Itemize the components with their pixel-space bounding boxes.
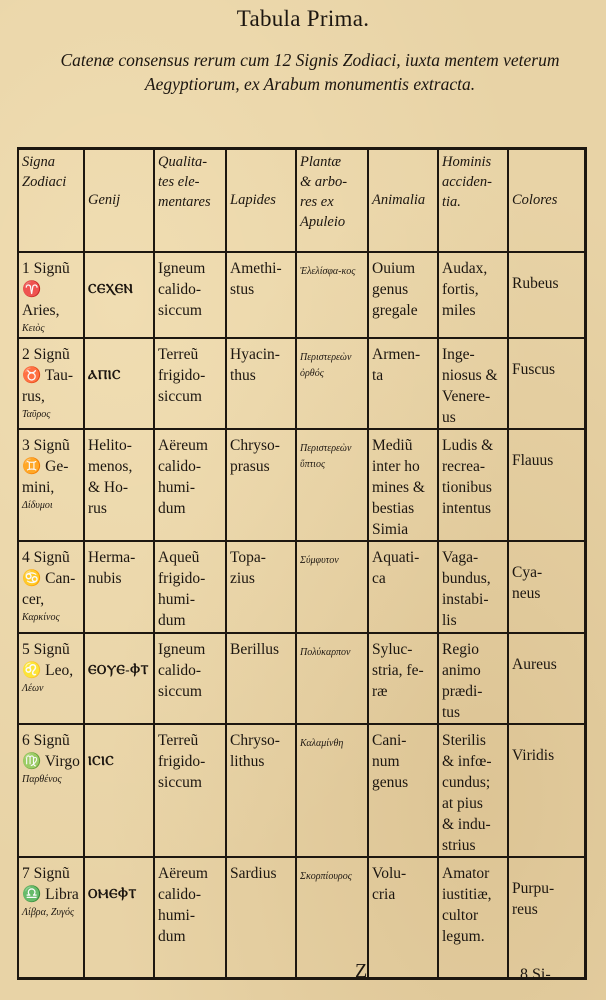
cell-line: prasus [230,457,270,475]
header-row [18,149,585,252]
table-row [18,429,585,541]
cell-line: Animalia [372,192,426,208]
cell-line: thus [230,366,256,384]
cell-line: Aëreum [158,864,208,882]
cell-animal [368,857,438,979]
cell-line: calido- [158,661,202,679]
cell-genius [84,857,154,979]
cell-line: Flauus [512,451,554,469]
table-row [18,541,585,633]
genius-glyph: ⲀⲠⲒⲤ [88,366,121,382]
cell-line: 7 Signũ [22,864,70,882]
cell-line: at pius [442,794,483,812]
cell-line: tionibus [442,478,492,496]
cell-line: bundus, [442,569,491,587]
cell-line: humi- [158,590,196,608]
cell-line: calido- [158,885,202,903]
cell-line: 3 Signũ [22,436,70,454]
cell-line: gregale [372,301,418,319]
cell-line: ♈ Aries, [22,280,60,319]
cell-color [508,857,585,979]
cell-line: Cya- [512,563,543,581]
plant-name: Πολύκαρπον [300,646,351,658]
cell-line: ta [372,366,384,384]
cell-line: Hyacin- [230,345,280,363]
cell-line: Zodiaci [22,174,67,190]
cell-qualitas [154,252,226,338]
genius-glyph: ⲒⲤⲒⲤ [88,752,115,768]
cell-line: rus, [22,387,45,405]
cell-qualitas [154,541,226,633]
cell-line: res ex [300,194,334,210]
table-row [18,857,585,979]
cell-accidentia [438,338,508,429]
cell-line: mentares [158,194,211,210]
plant-name: Ἐλελίσφα-κος [300,265,356,277]
cell-line: tus [442,703,461,721]
cell-line: neus [512,584,541,602]
cell-line: 6 Signũ [22,731,70,749]
cell-line: prædi- [442,682,483,700]
cell-line: niosus & [442,366,498,384]
cell-line: ♍ Virgo [22,752,80,770]
cell-animal [368,252,438,338]
cell-line: Qualita- [158,154,208,170]
cell-line: Simia [372,520,409,538]
cell-accidentia [438,857,508,979]
greek-name: Παρθένος [22,773,62,785]
cell-line: cultor [442,906,479,924]
cell-line: frigido- [158,569,206,587]
header-lapides [226,149,296,252]
header-signa [18,149,84,252]
cell-animal [368,724,438,857]
cell-genius [84,252,154,338]
cell-planta [296,724,368,857]
cell-line: Hominis [442,154,492,170]
cell-color [508,724,585,857]
cell-line: tes ele- [158,174,200,190]
cell-line: siccum [158,773,202,791]
header-plantae [296,149,368,252]
cell-line: Apuleio [300,214,346,230]
cell-animal [368,338,438,429]
cell-line: Ouium [372,259,416,277]
cell-line: lithus [230,752,265,770]
cell-signum [18,429,84,541]
cell-line: Topa- [230,548,266,566]
cell-line: & indu- [442,815,491,833]
table-row [18,724,585,857]
cell-line: Sardius [230,864,277,882]
cell-line: Colores [512,192,558,208]
cell-line: strius [442,836,476,854]
cell-line: legum. [442,927,485,945]
cell-color [508,429,585,541]
cell-accidentia [438,252,508,338]
genius-glyph: ⲤⲈⲬⲈⲚ [88,280,134,296]
cell-line: Rubeus [512,274,559,292]
greek-name: Καρκίνος [22,611,60,623]
cell-line: 2 Signũ [22,345,70,363]
cell-line: menos, [88,457,133,475]
cell-line: ♉ Tau- [22,366,74,384]
signature-mark: Z [355,960,368,982]
cell-line: 1 Signũ [22,259,70,277]
cell-signum [18,633,84,724]
cell-color [508,633,585,724]
header-hominis [438,149,508,252]
cell-line: Armen- [372,345,421,363]
cell-line: cria [372,885,396,903]
cell-line: fortis, [442,280,479,298]
cell-animal [368,429,438,541]
cell-line: Helito- [88,436,132,454]
cell-line: cundus; [442,773,491,791]
cell-line: Ludis & [442,436,494,454]
page-subtitle: Catenæ consensus rerum cum 12 Signis Zodiaci, iuxta mentem veterum Aegyptiorum, ex Arabum monumentis extracta. [60,50,560,94]
cell-line: dum [158,611,186,629]
cell-line: siccum [158,301,202,319]
cell-accidentia [438,633,508,724]
cell-line: recrea- [442,457,486,475]
cell-accidentia [438,724,508,857]
table-row [18,338,585,429]
cell-line: Plantæ [300,154,342,170]
cell-accidentia [438,541,508,633]
header-colores [508,149,585,252]
cell-animal [368,541,438,633]
plant-name: Σκορπίουρος [300,870,352,882]
cell-line: Purpu- [512,879,555,897]
cell-line: 4 Signũ [22,548,70,566]
cell-color [508,541,585,633]
cell-signum [18,338,84,429]
cell-line: Lapides [230,192,276,208]
cell-genius [84,633,154,724]
header-qualitates [154,149,226,252]
cell-planta [296,633,368,724]
cell-line: Audax, [442,259,488,277]
cell-qualitas [154,429,226,541]
cell-line: & infœ- [442,752,492,770]
plant-name: Καλαμίνθη [300,737,344,749]
cell-qualitas [154,857,226,979]
cell-line: Igneum [158,259,206,277]
cell-line: ræ [372,682,388,700]
cell-line: cer, [22,590,45,608]
cell-qualitas [154,724,226,857]
cell-line: 5 Signũ [22,640,70,658]
catchword: 8 Si- [520,966,551,983]
cell-line: Signa [22,154,56,170]
cell-planta [296,338,368,429]
cell-line: Amethi- [230,259,282,277]
cell-signum [18,724,84,857]
cell-line: Venere- [442,387,491,405]
cell-line: ♋ Can- [22,569,76,587]
cell-line: Chryso- [230,436,280,454]
plant-name: Περιστερεὼν ὕπτιος [300,442,352,470]
cell-line: instabi- [442,590,489,608]
cell-line: siccum [158,387,202,405]
cell-line: inter ho [372,457,420,475]
cell-planta [296,541,368,633]
plant-name: Σύμφυτον [300,554,339,566]
table-row [18,252,585,338]
cell-line: animo [442,661,481,679]
cell-line: dum [158,499,186,517]
cell-signum [18,252,84,338]
cell-line: calido- [158,280,202,298]
cell-line: siccum [158,682,202,700]
cell-line: Terreũ [158,731,199,749]
cell-genius [84,429,154,541]
cell-line: Inge- [442,345,475,363]
cell-line: mines & [372,478,425,496]
cell-lapis [226,633,296,724]
cell-line: nubis [88,569,122,587]
cell-genius [84,338,154,429]
plant-name: Περιστερεὼν ὀρθός [300,351,352,379]
cell-genius [84,541,154,633]
cell-lapis [226,724,296,857]
cell-line: stus [230,280,255,298]
cell-line: ca [372,569,386,587]
cell-qualitas [154,338,226,429]
cell-line: humi- [158,478,196,496]
cell-line: Volu- [372,864,407,882]
cell-line: ♌ Leo, [22,661,74,679]
cell-line: Viridis [512,746,555,764]
cell-line: Sterilis [442,731,486,749]
greek-name: Δίδυμοι [22,499,53,511]
cell-line: Berillus [230,640,280,658]
cell-lapis [226,338,296,429]
cell-line: Cani- [372,731,407,749]
cell-line: Mediũ [372,436,413,454]
cell-line: rus [88,499,107,517]
genius-glyph: ⲞⲘⲈⲪⲦ [88,885,137,901]
cell-lapis [226,857,296,979]
cell-line: miles [442,301,476,319]
cell-line: us [442,408,456,426]
cell-color [508,338,585,429]
cell-planta [296,252,368,338]
greek-name: Ταῦρος [22,408,51,420]
cell-line: ♊ Ge- [22,457,69,475]
cell-lapis [226,252,296,338]
cell-line: lis [442,611,457,629]
greek-name: Λέων [22,682,44,694]
cell-signum [18,541,84,633]
cell-line: & arbo- [300,174,348,190]
cell-line: ♎ Libra [22,885,79,903]
cell-line: dum [158,927,186,945]
cell-line: frigido- [158,752,206,770]
cell-line: calido- [158,457,202,475]
cell-line: iustitiæ, [442,885,492,903]
cell-line: genus [372,773,409,791]
cell-line: stria, fe- [372,661,424,679]
cell-animal [368,633,438,724]
cell-line: reus [512,900,538,918]
cell-line: intentus [442,499,492,517]
cell-line: frigido- [158,366,206,384]
cell-genius [84,724,154,857]
cell-accidentia [438,429,508,541]
greek-name: Λίβρα, Ζυγός [22,906,74,918]
cell-line: & Ho- [88,478,129,496]
cell-planta [296,429,368,541]
cell-line: acciden- [442,174,492,190]
cell-line: Igneum [158,640,206,658]
header-genij [84,149,154,252]
cell-line: Amator [442,864,490,882]
cell-line: humi- [158,906,196,924]
table-row [18,633,585,724]
cell-line: Syluc- [372,640,413,658]
cell-line: Regio [442,640,480,658]
cell-lapis [226,429,296,541]
cell-line: Chryso- [230,731,280,749]
cell-line: Vaga- [442,548,479,566]
page-title: Tabula Prima. [236,6,370,31]
cell-line: Aureus [512,655,557,673]
cell-line: Terreũ [158,345,199,363]
cell-line: num [372,752,400,770]
header-animalia [368,149,438,252]
zodiac-table [17,147,587,980]
cell-line: Herma- [88,548,136,566]
greek-name: Κειὸς [22,322,45,334]
cell-line: genus [372,280,409,298]
cell-line: mini, [22,478,55,496]
cell-line: Fuscus [512,360,556,378]
cell-color [508,252,585,338]
cell-line: Aquati- [372,548,420,566]
genius-glyph: ⲈⲞⲨⲈ-ⲪⲦ [88,661,149,677]
cell-line: Aqueũ [158,548,200,566]
cell-line: Genij [88,192,121,208]
cell-line: tia. [442,194,461,210]
cell-lapis [226,541,296,633]
cell-qualitas [154,633,226,724]
cell-line: zius [230,569,255,587]
cell-line: bestias [372,499,415,517]
cell-line: Aëreum [158,436,208,454]
cell-signum [18,857,84,979]
